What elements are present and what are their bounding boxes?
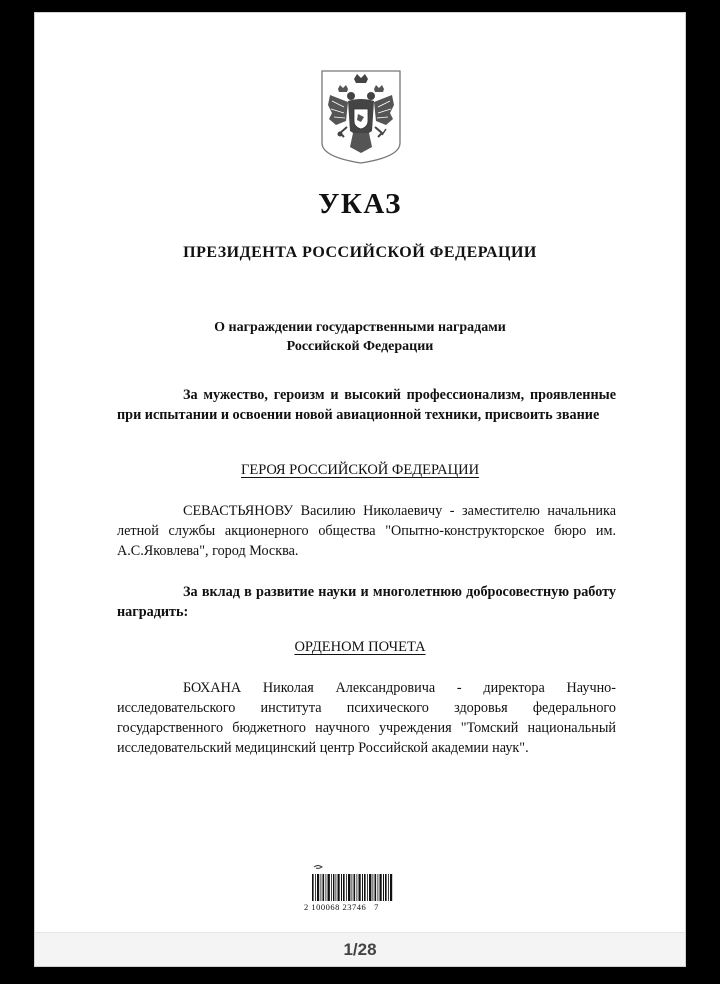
section-2-intro: За вклад в развитие науки и многолетнюю добросовестную работу наградить: — [117, 584, 616, 620]
subject-line-1: О награждении государственными наградами — [214, 320, 506, 335]
section-1-intro: За мужество, героизм и высокий профессионализм, проявленные при испытании и освоении новой авиационной техники, присвоить звание — [117, 387, 616, 423]
document-page — [34, 12, 686, 967]
coat-of-arms-icon — [320, 69, 402, 165]
viewer-footer — [34, 932, 686, 967]
award-title-hero-text: ГЕРОЯ РОССИЙСКОЙ ФЕДЕРАЦИИ — [240, 462, 480, 478]
subject-line-2: Российской Федерации — [286, 339, 434, 354]
recipient-1: СЕВАСТЬЯНОВУ Василию Николаевичу - заместителю начальника летной службы акционерного общества "Опытно-конструкторское бюро им. А.С.Яковлева", город Москва. — [117, 503, 616, 559]
award-title-order — [34, 639, 686, 656]
barcode-number: 2 100068 23746 7 — [304, 902, 379, 912]
decree-subject — [144, 318, 576, 356]
decree-subtitle: ПРЕЗИДЕНТА РОССИЙСКОЙ ФЕДЕРАЦИИ — [183, 244, 537, 261]
recipient-2: БОХАНА Николая Александровича - директора Научно-исследовательского института психического здоровья федерального государственного бюджетного научного учреждения "Томский национальный исследовательский медицинский центр Российской академии наук". — [117, 680, 616, 756]
award-title-hero — [34, 462, 686, 479]
page-indicator: 1/28 — [343, 940, 377, 959]
award-title-order-text: ОРДЕНОМ ПОЧЕТА — [294, 639, 426, 655]
decree-title: УКАЗ — [318, 188, 402, 220]
